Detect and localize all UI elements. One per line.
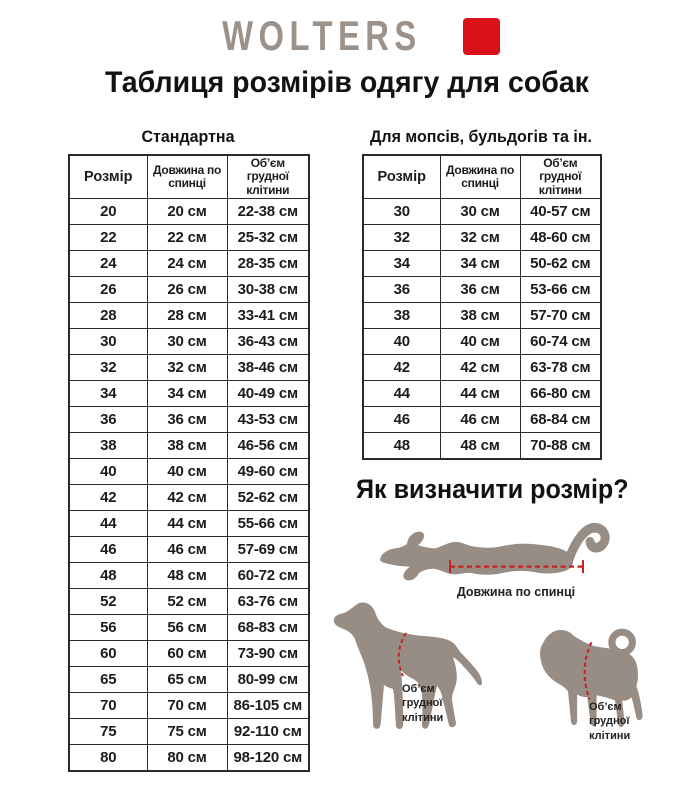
cell-back-length: 42 см: [440, 355, 520, 381]
cell-back-length: 42 см: [147, 485, 227, 511]
dog-top-view-body: [380, 532, 573, 581]
cell-chest: 80-99 см: [227, 667, 309, 693]
cell-chest: 55-66 см: [227, 511, 309, 537]
cell-chest: 50-62 см: [520, 251, 601, 277]
cell-size: 56: [69, 615, 147, 641]
standard-col-header-size: Розмір: [69, 155, 147, 199]
standard-table-row: [69, 485, 309, 511]
cell-size: 24: [69, 251, 147, 277]
cell-back-length: 60 см: [147, 641, 227, 667]
standard-table-row: [69, 407, 309, 433]
cell-back-length: 22 см: [147, 225, 227, 251]
cell-chest: 40-57 см: [520, 199, 601, 225]
cell-back-length: 56 см: [147, 615, 227, 641]
cell-chest: 43-53 см: [227, 407, 309, 433]
cell-back-length: 36 см: [147, 407, 227, 433]
cell-chest: 92-110 см: [227, 719, 309, 745]
standard-col-header-back-length: Довжина по спинці: [147, 155, 227, 199]
cell-back-length: 40 см: [440, 329, 520, 355]
cell-size: 36: [363, 277, 440, 303]
cell-chest: 25-32 см: [227, 225, 309, 251]
cell-chest: 38-46 см: [227, 355, 309, 381]
cell-chest: 70-88 см: [520, 433, 601, 460]
cell-back-length: 46 см: [440, 407, 520, 433]
cell-chest: 60-74 см: [520, 329, 601, 355]
brand-logo: [0, 12, 694, 59]
cell-back-length: 70 см: [147, 693, 227, 719]
pug-col-header-size: Розмір: [363, 155, 440, 199]
cell-chest: 86-105 см: [227, 693, 309, 719]
cell-size: 46: [363, 407, 440, 433]
cell-size: 20: [69, 199, 147, 225]
cell-back-length: 32 см: [440, 225, 520, 251]
cell-chest: 68-84 см: [520, 407, 601, 433]
measure-guide-heading: Як визначити розмір?: [356, 474, 629, 504]
brand-logo-red-square-icon: [463, 18, 500, 55]
cell-back-length: 30 см: [440, 199, 520, 225]
pug-table-row: [363, 433, 601, 460]
cell-back-length: 24 см: [147, 251, 227, 277]
cell-size: 26: [69, 277, 147, 303]
standard-table-row: [69, 225, 309, 251]
cell-size: 38: [69, 433, 147, 459]
cell-back-length: 34 см: [147, 381, 227, 407]
cell-chest: 49-60 см: [227, 459, 309, 485]
cell-chest: 63-78 см: [520, 355, 601, 381]
standard-table-caption: Стандартна: [141, 128, 235, 146]
standard-table-row: [69, 199, 309, 225]
standard-table-row: [69, 355, 309, 381]
cell-chest: 98-120 см: [227, 745, 309, 772]
cell-back-length: 65 см: [147, 667, 227, 693]
standard-table-row: [69, 667, 309, 693]
standard-table-row: [69, 719, 309, 745]
standard-table-row: [69, 459, 309, 485]
cell-back-length: 48 см: [440, 433, 520, 460]
cell-back-length: 44 см: [440, 381, 520, 407]
standard-table-row: [69, 537, 309, 563]
standard-table-row: [69, 329, 309, 355]
back-length-label: Довжина по спинці: [456, 585, 576, 599]
cell-chest: 52-62 см: [227, 485, 309, 511]
standard-table-row: [69, 251, 309, 277]
standard-col-header-chest: Об’єм грудної клітини: [227, 155, 309, 199]
pug-sizes-section: [362, 128, 600, 460]
cell-back-length: 46 см: [147, 537, 227, 563]
cell-size: 40: [363, 329, 440, 355]
cell-size: 46: [69, 537, 147, 563]
pug-table-caption: Для мопсів, бульдогів та ін.: [370, 128, 592, 146]
standard-sizes-section: [68, 128, 308, 772]
cell-back-length: 36 см: [440, 277, 520, 303]
cell-size: 22: [69, 225, 147, 251]
cell-back-length: 80 см: [147, 745, 227, 772]
pug-header-row: [363, 155, 601, 199]
pug-table-row: [363, 303, 601, 329]
cell-size: 30: [69, 329, 147, 355]
cell-size: 42: [363, 355, 440, 381]
cell-size: 28: [69, 303, 147, 329]
pug-table-row: [363, 225, 601, 251]
standard-table-row: [69, 745, 309, 772]
cell-size: 40: [69, 459, 147, 485]
standard-table-row: [69, 641, 309, 667]
cell-chest: 60-72 см: [227, 563, 309, 589]
pug-table-row: [363, 329, 601, 355]
cell-size: 32: [69, 355, 147, 381]
standard-table-row: [69, 433, 309, 459]
pug-col-header-back-length: Довжина по спинці: [440, 155, 520, 199]
cell-chest: 68-83 см: [227, 615, 309, 641]
cell-size: 65: [69, 667, 147, 693]
cell-size: 30: [363, 199, 440, 225]
cell-size: 60: [69, 641, 147, 667]
standard-table-row: [69, 511, 309, 537]
cell-back-length: 40 см: [147, 459, 227, 485]
standard-table-row: [69, 381, 309, 407]
cell-back-length: 38 см: [440, 303, 520, 329]
cell-chest: 46-56 см: [227, 433, 309, 459]
pug-table-row: [363, 355, 601, 381]
cell-chest: 63-76 см: [227, 589, 309, 615]
cell-chest: 40-49 см: [227, 381, 309, 407]
cell-size: 48: [69, 563, 147, 589]
pug-table-row: [363, 381, 601, 407]
cell-size: 32: [363, 225, 440, 251]
cell-chest: 48-60 см: [520, 225, 601, 251]
cell-size: 70: [69, 693, 147, 719]
cell-back-length: 30 см: [147, 329, 227, 355]
cell-size: 80: [69, 745, 147, 772]
standard-table-row: [69, 303, 309, 329]
cell-back-length: 52 см: [147, 589, 227, 615]
dog-top-view-tail: [569, 528, 605, 559]
cell-chest: 66-80 см: [520, 381, 601, 407]
standard-table-row: [69, 563, 309, 589]
standard-table-row: [69, 615, 309, 641]
cell-size: 48: [363, 433, 440, 460]
cell-chest: 30-38 см: [227, 277, 309, 303]
pug-size-table: [362, 154, 602, 460]
cell-size: 52: [69, 589, 147, 615]
standard-size-table: [68, 154, 310, 772]
cell-chest: 36-43 см: [227, 329, 309, 355]
cell-chest: 33-41 см: [227, 303, 309, 329]
cell-back-length: 44 см: [147, 511, 227, 537]
cell-size: 75: [69, 719, 147, 745]
cell-back-length: 32 см: [147, 355, 227, 381]
cell-size: 34: [69, 381, 147, 407]
cell-back-length: 75 см: [147, 719, 227, 745]
page-title: Таблиця розмірів одягу для собак: [105, 66, 589, 99]
standard-table-row: [69, 693, 309, 719]
cell-size: 42: [69, 485, 147, 511]
pug-col-header-chest: Об’єм грудної клітини: [520, 155, 601, 199]
chest-volume-label: Об’єм грудної клітини: [589, 701, 631, 742]
pug-table-row: [363, 407, 601, 433]
pug-table-row: [363, 277, 601, 303]
cell-size: 44: [363, 381, 440, 407]
brand-logo-text: WOLTERS: [221, 12, 422, 59]
cell-size: 44: [69, 511, 147, 537]
standard-table-row: [69, 277, 309, 303]
cell-back-length: 26 см: [147, 277, 227, 303]
standard-header-row: [69, 155, 309, 199]
cell-chest: 22-38 см: [227, 199, 309, 225]
chest-volume-label: Об’єм грудної клітини: [402, 683, 444, 724]
cell-chest: 53-66 см: [520, 277, 601, 303]
cell-back-length: 48 см: [147, 563, 227, 589]
cell-back-length: 20 см: [147, 199, 227, 225]
cell-size: 38: [363, 303, 440, 329]
cell-back-length: 34 см: [440, 251, 520, 277]
cell-chest: 73-90 см: [227, 641, 309, 667]
cell-back-length: 38 см: [147, 433, 227, 459]
cell-size: 36: [69, 407, 147, 433]
pug-table-row: [363, 199, 601, 225]
cell-chest: 57-69 см: [227, 537, 309, 563]
cell-chest: 28-35 см: [227, 251, 309, 277]
cell-chest: 57-70 см: [520, 303, 601, 329]
cell-size: 34: [363, 251, 440, 277]
cell-back-length: 28 см: [147, 303, 227, 329]
standard-table-row: [69, 589, 309, 615]
pug-table-row: [363, 251, 601, 277]
